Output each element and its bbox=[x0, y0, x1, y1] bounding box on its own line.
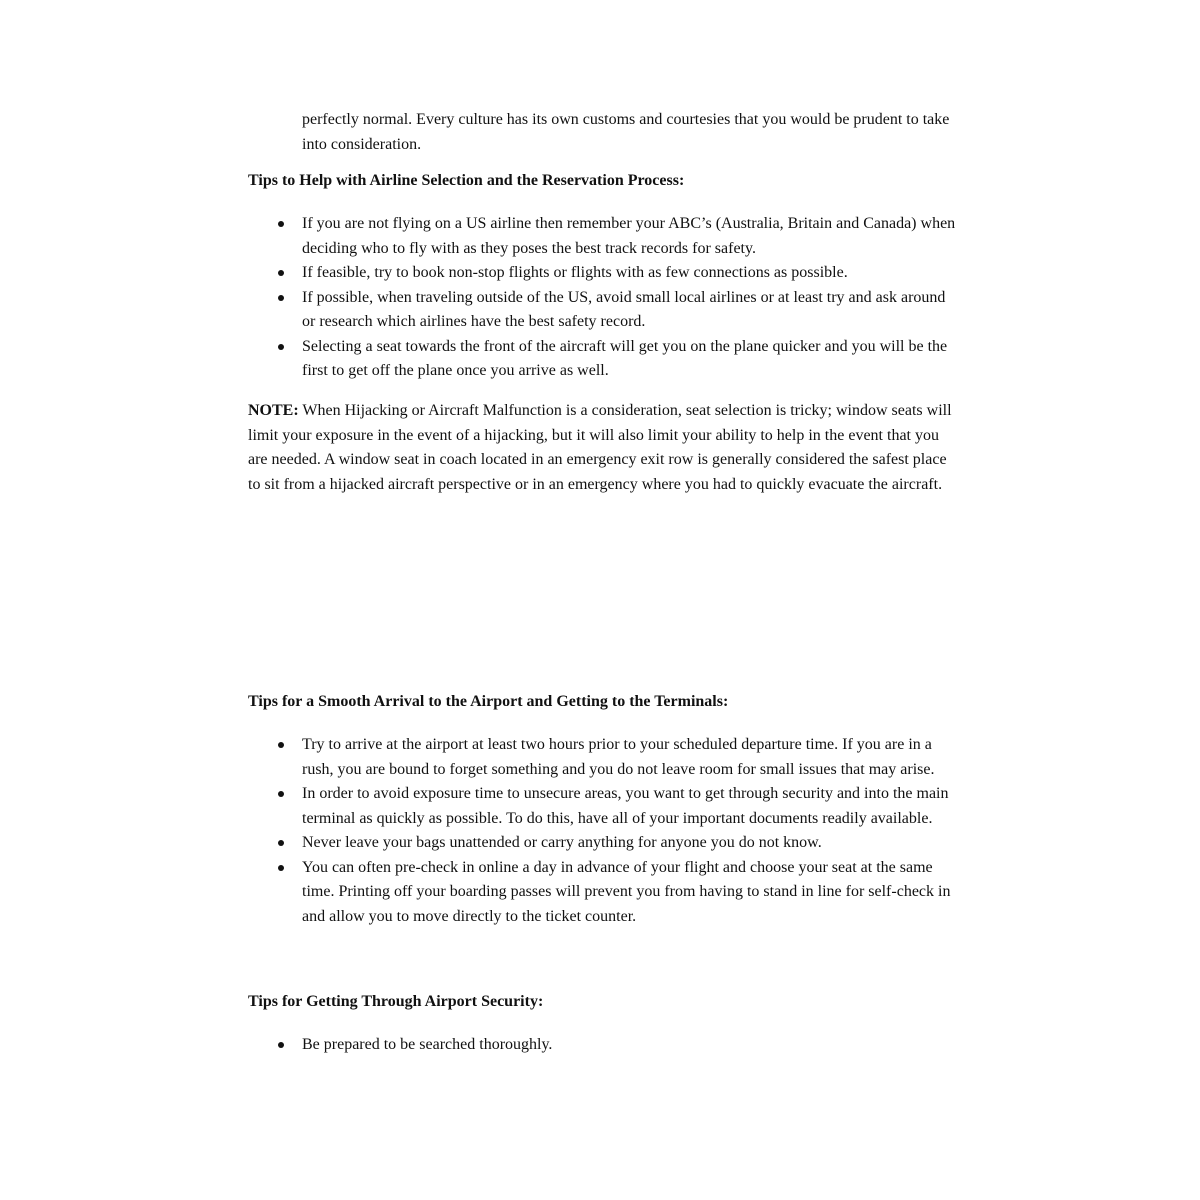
list-item-text: If feasible, try to book non-stop flights or flights with as few connections as possible. bbox=[302, 264, 848, 281]
arrival-tips-list bbox=[248, 733, 960, 929]
bullet-icon bbox=[278, 865, 284, 871]
list-item-text: Selecting a seat towards the front of the aircraft will get you on the plane quicker and you will be the first to get off the plane once you arrive as well. bbox=[302, 337, 948, 379]
airline-tips-list bbox=[248, 212, 960, 384]
airport-arrival-heading: Tips for a Smooth Arrival to the Airport and Getting to the Terminals: bbox=[248, 693, 729, 710]
bullet-icon bbox=[278, 344, 284, 350]
bullet-icon bbox=[278, 221, 284, 227]
note-label: NOTE: bbox=[248, 402, 299, 419]
continued-paragraph: perfectly normal. Every culture has its own customs and courtesies that you would be prudent to take into consideration. bbox=[302, 111, 950, 153]
list-item bbox=[248, 733, 960, 782]
bullet-icon bbox=[278, 1042, 284, 1048]
bullet-icon bbox=[278, 295, 284, 301]
list-item bbox=[248, 212, 960, 261]
bullet-icon bbox=[278, 742, 284, 748]
list-item-text: If possible, when traveling outside of the US, avoid small local airlines or at least try and ask around or research which airlines have the best safety record. bbox=[302, 288, 946, 330]
list-item bbox=[248, 261, 960, 286]
list-item bbox=[248, 286, 960, 335]
list-item-text: Try to arrive at the airport at least two hours prior to your scheduled departure time. If you are in a rush, you are bound to forget something and you do not leave room for small issues that may arise. bbox=[302, 736, 935, 778]
bullet-icon bbox=[278, 840, 284, 846]
security-tips-list bbox=[248, 1033, 960, 1058]
list-item bbox=[248, 782, 960, 831]
airline-selection-heading: Tips to Help with Airline Selection and the Reservation Process: bbox=[248, 172, 685, 189]
note-text: When Hijacking or Aircraft Malfunction is a consideration, seat selection is tricky; window seats will limit your exposure in the event of a hijacking, but it will also limit your ability to help in the event that you are needed. A window seat in coach located in an emergency exit row is generally considered the safest place to sit from a hijacked aircraft perspective or in an emergency where you had to quickly evacuate the aircraft. bbox=[248, 402, 952, 493]
list-item-text: Be prepared to be searched thoroughly. bbox=[302, 1036, 553, 1053]
list-item-text: If you are not flying on a US airline then remember your ABC’s (Australia, Britain and Canada) when deciding who to fly with as they poses the best track records for safety. bbox=[302, 215, 956, 257]
bullet-icon bbox=[278, 791, 284, 797]
bullet-icon bbox=[278, 270, 284, 276]
list-item bbox=[248, 856, 960, 930]
list-item-text: In order to avoid exposure time to unsecure areas, you want to get through security and into the main terminal as quickly as possible. To do this, have all of your important documents readily available. bbox=[302, 785, 949, 827]
list-item bbox=[248, 1033, 960, 1058]
list-item-text: You can often pre-check in online a day in advance of your flight and choose your seat at the same time. Printing off your boarding passes will prevent you from having to stand in line for self-check in and allow you to move directly to the ticket counter. bbox=[302, 858, 951, 925]
list-item bbox=[248, 831, 960, 856]
list-item-text: Never leave your bags unattended or carry anything for anyone you do not know. bbox=[302, 834, 822, 851]
note-paragraph bbox=[248, 399, 960, 497]
airport-security-heading: Tips for Getting Through Airport Security: bbox=[248, 993, 544, 1010]
list-item bbox=[248, 335, 960, 384]
